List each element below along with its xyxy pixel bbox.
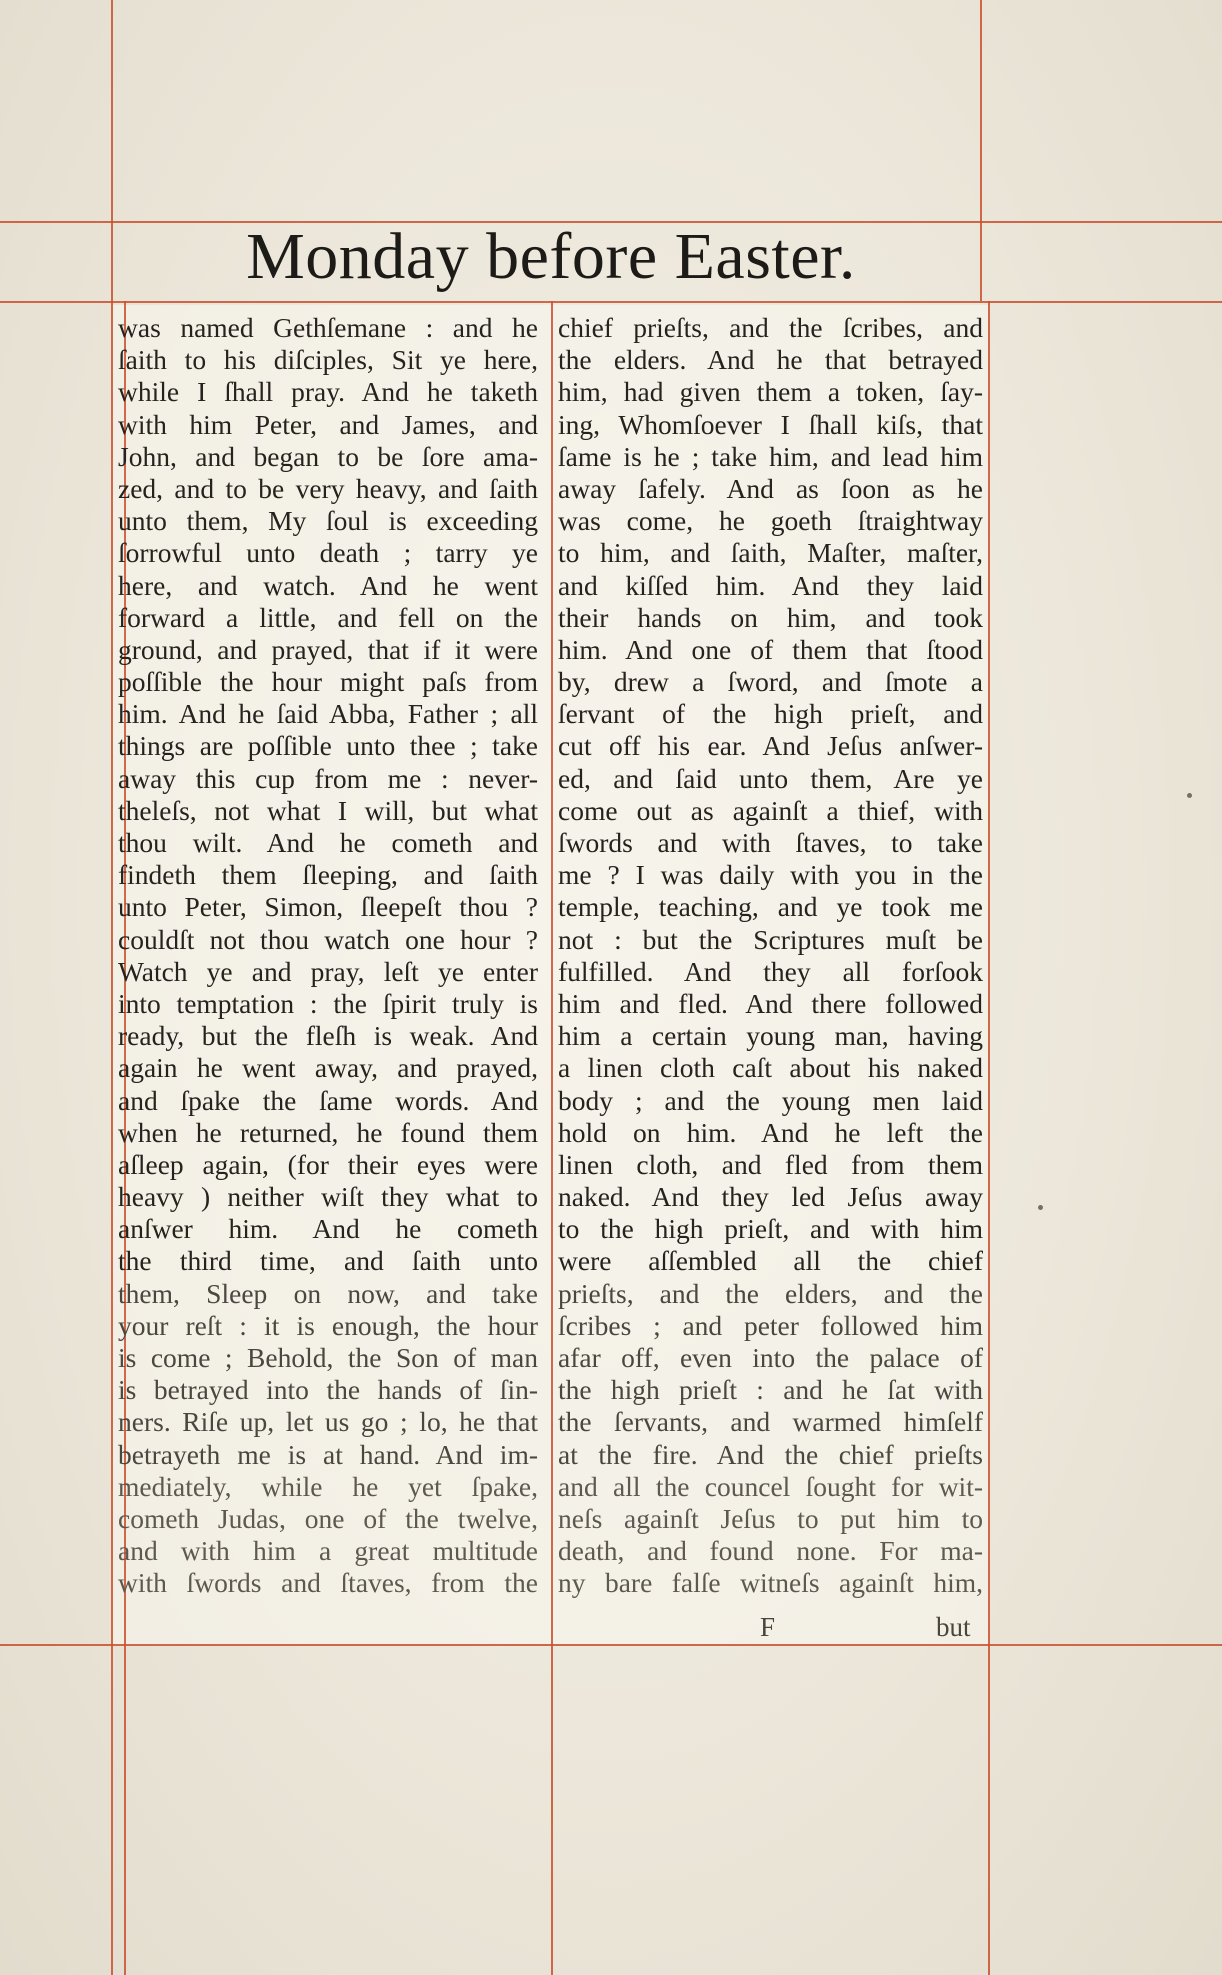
text-line: was named Gethſemane : and he xyxy=(118,312,538,343)
text-line: and kiſſed him. And they laid xyxy=(558,569,983,601)
right-text-column xyxy=(558,312,983,1600)
text-line: ſwords and with ſtaves, to take xyxy=(558,827,983,858)
text-line: ny bare falſe witneſs againſt him, xyxy=(558,1567,983,1599)
text-line: your reſt : it is enough, the hour xyxy=(118,1309,538,1341)
text-line: linen cloth, and fled from them xyxy=(558,1148,983,1180)
text-line: ners. Riſe up, let us go ; lo, he that xyxy=(118,1406,538,1438)
text-line: findeth them ſleeping, and ſaith xyxy=(118,859,538,891)
text-line: at the fire. And the chief prieſts xyxy=(558,1438,983,1470)
text-line: neſs againſt Jeſus to put him to xyxy=(558,1502,983,1534)
text-line: and with him a great multitude xyxy=(118,1535,538,1567)
text-line: is betrayed into the hands of ſin- xyxy=(118,1374,538,1406)
text-line: naked. And they led Jeſus away xyxy=(558,1181,983,1213)
rule-center xyxy=(551,301,553,1975)
text-line: the elders. And he that betrayed xyxy=(558,344,983,376)
page-heading: Monday before Easter. xyxy=(246,220,856,293)
text-line: the high prieſt : and he ſat with xyxy=(558,1374,983,1406)
text-line: fulfilled. And they all forſook xyxy=(558,955,983,987)
text-line: forward a little, and fell on the xyxy=(118,601,538,633)
text-line: unto them, My ſoul is exceeding xyxy=(118,505,538,537)
text-line: hold on him. And he left the xyxy=(558,1116,983,1148)
text-line: zed, and to be very heavy, and ſaith xyxy=(118,472,538,504)
text-line: John, and began to be ſore ama- xyxy=(118,440,538,472)
text-line: aſleep again, (for their eyes were xyxy=(118,1148,538,1180)
text-line: me ? I was daily with you in the xyxy=(558,859,983,891)
rule-right-outer xyxy=(988,301,990,1975)
text-line: afar off, even into the palace of xyxy=(558,1342,983,1373)
text-line: ground, and prayed, that if it were xyxy=(118,633,538,665)
text-line: heavy ) neither wiſt they what to xyxy=(118,1181,538,1213)
text-line: while I ſhall pray. And he taketh xyxy=(118,376,538,408)
text-line: poſſible the hour might paſs from xyxy=(118,666,538,698)
text-line: temple, teaching, and ye took me xyxy=(558,891,983,923)
text-line: the third time, and ſaith unto xyxy=(118,1245,538,1277)
text-line: him a certain young man, having xyxy=(558,1020,983,1052)
text-line: come out as againſt a thief, with xyxy=(558,794,983,826)
text-line: again he went away, and prayed, xyxy=(118,1052,538,1084)
text-line: away ſafely. And as ſoon as he xyxy=(558,472,983,504)
text-line: mediately, while he yet ſpake, xyxy=(118,1470,538,1502)
text-line: is come ; Behold, the Son of man xyxy=(118,1342,538,1373)
text-line: body ; and the young men laid xyxy=(558,1084,983,1116)
text-line: anſwer him. And he cometh xyxy=(118,1213,538,1245)
text-line: ſervant of the high prieſt, and xyxy=(558,698,983,730)
signature-mark: F xyxy=(760,1612,776,1642)
text-line: and all the councel ſought for wit- xyxy=(558,1470,983,1502)
text-line: chief prieſts, and the ſcribes, and xyxy=(558,312,983,343)
text-line: ed, and ſaid unto them, Are ye xyxy=(558,762,983,794)
text-line: by, drew a ſword, and ſmote a xyxy=(558,666,983,698)
text-line: unto Peter, Simon, ſleepeſt thou ? xyxy=(118,891,538,923)
text-line: was come, he goeth ſtraightway xyxy=(558,505,983,537)
text-line: the ſervants, and warmed himſelf xyxy=(558,1406,983,1438)
text-line: their hands on him, and took xyxy=(558,601,983,633)
text-line: ing, Whomſoever I ſhall kiſs, that xyxy=(558,408,983,440)
paper-speck xyxy=(1038,1205,1043,1210)
text-line: not : but the Scriptures muſt be xyxy=(558,923,983,955)
text-line: betrayeth me is at hand. And im- xyxy=(118,1438,538,1470)
text-line: Watch ye and pray, leſt ye enter xyxy=(118,955,538,987)
catchword: but xyxy=(936,1612,971,1642)
text-line: ready, but the fleſh is weak. And xyxy=(118,1020,538,1052)
text-line: him, had given them a token, ſay- xyxy=(558,376,983,408)
text-line: him. And one of them that ſtood xyxy=(558,633,983,665)
text-line: when he returned, he found them xyxy=(118,1116,538,1148)
text-line: him and fled. And there followed xyxy=(558,987,983,1019)
text-line: cometh Judas, one of the twelve, xyxy=(118,1502,538,1534)
text-line: death, and found none. For ma- xyxy=(558,1535,983,1567)
text-line: prieſts, and the elders, and the xyxy=(558,1277,983,1309)
text-line: couldſt not thou watch one hour ? xyxy=(118,923,538,955)
text-line: into temptation : the ſpirit truly is xyxy=(118,987,538,1019)
text-line: with him Peter, and James, and xyxy=(118,408,538,440)
text-line: cut off his ear. And Jeſus anſwer- xyxy=(558,730,983,762)
text-line: a linen cloth caſt about his naked xyxy=(558,1052,983,1084)
text-line: ſaith to his diſciples, Sit ye here, xyxy=(118,344,538,376)
text-line: ſcribes ; and peter followed him xyxy=(558,1309,983,1341)
text-line: things are poſſible unto thee ; take xyxy=(118,730,538,762)
text-line: to the high prieſt, and with him xyxy=(558,1213,983,1245)
rule-bottom xyxy=(0,1644,1222,1646)
left-text-column xyxy=(118,312,538,1600)
text-line: them, Sleep on now, and take xyxy=(118,1277,538,1309)
text-line: ſorrowful unto death ; tarry ye xyxy=(118,537,538,569)
text-line: with ſwords and ſtaves, from the xyxy=(118,1567,538,1599)
paper-speck xyxy=(1187,793,1192,798)
text-line: him. And he ſaid Abba, Father ; all xyxy=(118,698,538,730)
text-line: to him, and ſaith, Maſter, maſter, xyxy=(558,537,983,569)
text-line: thou wilt. And he cometh and xyxy=(118,827,538,858)
text-line: ſame is he ; take him, and lead him xyxy=(558,440,983,472)
text-line: away this cup from me : never- xyxy=(118,762,538,794)
text-line: theleſs, not what I will, but what xyxy=(118,794,538,826)
text-line: here, and watch. And he went xyxy=(118,569,538,601)
text-line: were aſſembled all the chief xyxy=(558,1245,983,1277)
text-line: and ſpake the ſame words. And xyxy=(118,1084,538,1116)
